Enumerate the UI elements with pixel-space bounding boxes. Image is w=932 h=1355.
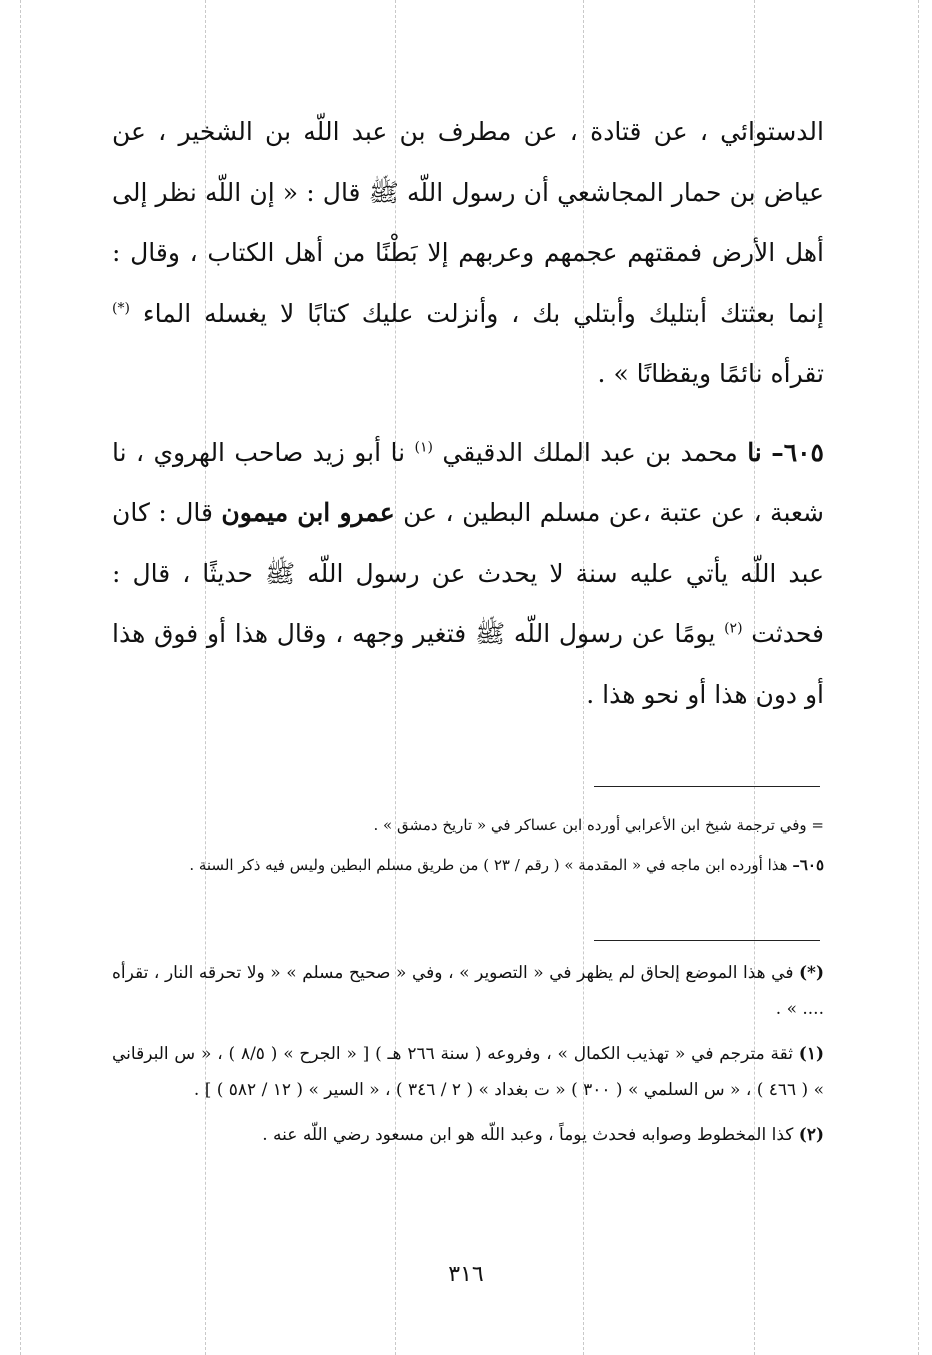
footnote-separator <box>594 940 820 941</box>
scan-guide-line <box>918 0 919 1355</box>
footnote-marker: (٢) <box>798 1125 824 1145</box>
hadith-text-b: قال : كان عبد اللّه يأتي عليه سنة لا يحدث عن رسول اللّه ﷺ حديثًا ، قال : فحدثت <box>112 498 824 648</box>
page-number: ٣١٦ <box>448 1262 484 1287</box>
footnote-text: كذا المخطوط وصوابه فحدث يوماً ، وعبد اللّه هو ابن مسعود رضي اللّه عنه . <box>262 1125 794 1145</box>
footnote-item <box>112 955 824 1027</box>
scan-guide-line <box>20 0 21 1355</box>
footnote-item <box>112 1117 824 1153</box>
editor-note <box>112 845 824 885</box>
hadith-605 <box>112 423 824 726</box>
hadith-narrator: محمد بن عبد الملك الدقيقي <box>442 437 738 467</box>
hadith-text-a: نا أبو زيد صاحب الهروي ، نا شعبة ، عن عتبة ،عن مسلم البطين ، عن <box>112 437 825 527</box>
main-text <box>112 102 824 725</box>
hadith-na: نا <box>747 437 762 467</box>
paragraph-1 <box>112 102 824 405</box>
footnote-marker: (*) <box>799 963 824 983</box>
paragraph-1-end: تقرأه نائمًا ويقظانًا » . <box>597 359 824 388</box>
paragraph-1-text: الدستوائي ، عن قتادة ، عن مطرف بن عبد اللّه بن الشخير ، عن عياض بن حمار المجاشعي أن رسول اللّه ﷺ قال : « إن اللّه نظر إلى أهل الأرض فمقتهم عجمهم وعربهم إلا بَطْنًا من أهل الكتاب ، وقال : إنما بعثتك أبتليك وأبتلي بك ، وأنزلت عليك كتابًا لا يغسله الماء <box>112 117 824 328</box>
footnote-text: في هذا الموضع إلحاق لم يظهر في « التصوير » ، وفي « صحيح مسلم » « ولا تحرقه النار ، تقرأه .... » . <box>112 963 824 1019</box>
editor-note-text: هذا أورده ابن ماجه في « المقدمة » ( رقم / ٢٣ ) من طريق مسلم البطين وليس فيه ذكر السنة . <box>189 856 788 874</box>
editor-note: = وفي ترجمة شيخ ابن الأعرابي أورده ابن عساكر في « تاريخ دمشق » . <box>373 816 824 834</box>
footnote-text: ثقة مترجم في « تهذيب الكمال » ، وفروعه ( سنة ٢٦٦ هـ ) [ « الجرح » ( ٨/٥ ) ، « س البرقاني » ( ٤٦٦ ) ، « س السلمي » ( ٣٠٠ ) « ت بغداد » ( ٢ / ٣٤٦ ) ، « السير » ( ١٢ / ٥٨٢ ) ] . <box>112 1044 824 1100</box>
footnote-separator <box>594 786 820 787</box>
footnote-ref-1: (١) <box>414 439 433 456</box>
footnotes <box>112 955 824 1153</box>
editor-notes <box>112 805 824 885</box>
footnote-item <box>112 1036 824 1108</box>
footnote-ref-2: (٢) <box>724 620 743 637</box>
footnote-ref-star: (*) <box>112 300 130 317</box>
editor-note-number: ٦٠٥– <box>792 856 824 874</box>
hadith-text-c: يومًا عن رسول اللّه ﷺ فتغير وجهه ، وقال هذا أو فوق هذا أو دون هذا أو نحو هذا . <box>112 619 824 709</box>
footnote-marker: (١) <box>798 1044 825 1064</box>
hadith-number: ٦٠٥– <box>771 437 824 467</box>
hadith-bold-name: عمرو ابن ميمون <box>221 498 395 527</box>
